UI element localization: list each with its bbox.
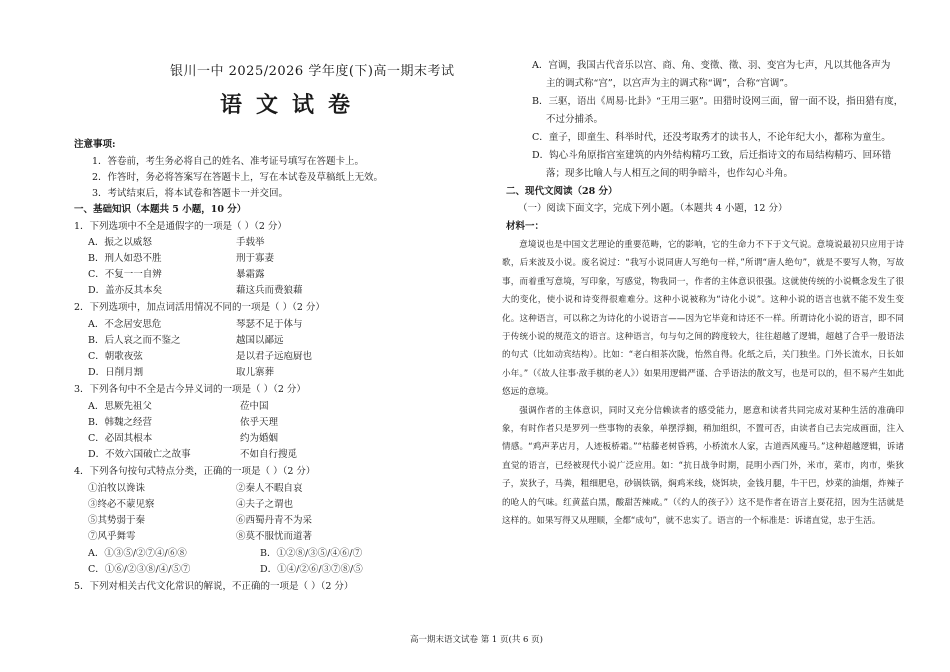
option-d-cont: 落；现多比喻人与人相互之间的明争暗斗，也作勾心斗角。 <box>546 168 794 179</box>
option-b-2: 刑于寡妻 <box>236 253 275 264</box>
sentence-item: ⑦风乎舞雩 <box>88 531 136 542</box>
sentence-item: ③终必不蒙见察 <box>88 499 155 510</box>
option-a-cont: 主的调式称“宫”，以宫声为主的调式称“调”，合称“宫调”。 <box>546 78 794 89</box>
sentence-item: ②秦人不暇自哀 <box>236 483 303 494</box>
option-d: D．钩心斗角原指宫室建筑的内外结构精巧工致，后迁指诗文的布局结构精巧、回环错 <box>532 150 892 161</box>
question-stem: 1．下列选项中不全是通假字的一项是（ ）（2 分） <box>74 221 287 232</box>
option-b-2: 依乎天理 <box>240 417 279 428</box>
option-d-2: 不如自行搜觅 <box>240 449 298 460</box>
sentence-item: ④夫子之谓也 <box>236 499 294 510</box>
option-c: C．朝歌夜弦 <box>88 351 143 362</box>
option-d-2: 取儿寨葬 <box>236 367 275 378</box>
sentence-item: ⑧莫不服忧而道著 <box>236 531 313 542</box>
material-label: 材料一： <box>506 221 545 232</box>
option-c: C．不复一一自辨 <box>88 269 162 280</box>
sentence-item: ⑥西蜀丹青不为采 <box>236 515 313 526</box>
section-heading: 一、基础知识（本题共 5 小题，10 分） <box>74 204 247 215</box>
paragraph: 意境说也是中国文艺理论的重要范畴，它的影响，它的生命力不下于文气说。意境说最初只应用于诗歌，后来波及小说。废名说过：“我写小说同唐人写绝句一样，”所谓“唐人绝句”，就是不要写人物，写故事，而着重写意境，写印象，写感觉，物我同一，作者的主体意识很强。这就使传统的小说概念发生了很大的变化，使小说和诗变得很难难分。这种小说被称为“诗化小说”。这种小说的语言也就不能不发生变化。这种语言，可以称之为诗化的小说语言——因为它毕竟和诗还不一样。所谓诗化小说的语言，即不同于传统小说的规范文的语言。这种语言，句与句之间的跨度较大，往往超越了逻辑，超越了合乎一般语法的句式（比如动宾结构）。比如：“老白相茶次陇，怡然自得。化纸之后，关门独坐。门外长流水，日长如小年。”（《故人往事·敌手棋的老人》）如果用逻辑严谨、合乎语法的散文写，也是可以的，但不易产生如此悠远的意境。 <box>502 240 904 398</box>
question-stem: 4．下列各句按句式特点分类，正确的一项是（ ）（2 分） <box>74 466 316 477</box>
notice-item: 1．答卷前，考生务必将自己的姓名、准考证号填写在答题卡上。 <box>92 156 365 167</box>
option-b: B．韩魏之经营 <box>88 417 152 428</box>
notice-item: 3．考试结束后，将本试卷和答题卡一并交回。 <box>92 188 289 199</box>
option-d: D．日削月割 <box>88 367 144 378</box>
option-a: A．不念居安思危 <box>88 319 162 330</box>
choice-b: B．①②⑧/③⑤/④⑥/⑦ <box>260 548 363 559</box>
option-a: A．宫调，我国古代音乐以宫、商、角、变徵、徵、羽、变宫为七声，凡以其他各声为 <box>532 60 891 71</box>
option-c: C．必固其根本 <box>88 433 153 444</box>
option-b-cont: 不过分捕杀。 <box>546 114 604 125</box>
option-b: B．三驱，语出《周易·比卦》“王用三驱”。田猎时设网三面，留一面不设，指田猎有度， <box>532 96 904 107</box>
option-a-2: 手载举 <box>236 237 265 248</box>
option-b-2: 越国以鄙远 <box>236 335 284 346</box>
option-c-2: 暴霜露 <box>236 269 265 280</box>
notice-item: 2．作答时，务必将答案写在答题卡上，写在本试卷及草稿纸上无效。 <box>92 172 384 183</box>
option-a-2: 莅中国 <box>240 401 269 412</box>
sentence-item: ⑤其势弱于秦 <box>88 515 146 526</box>
option-b: B．后人哀之而不鉴之 <box>88 335 181 346</box>
question-stem: 3．下列各句中不全是古今异义词的一项是（ ）（2 分） <box>74 384 306 395</box>
option-a-2: 琴瑟不足于体与 <box>236 319 303 330</box>
exam-title: 语文试卷 <box>220 92 365 118</box>
school-header: 银川一中 2025/2026 学年度(下)高一期末考试 <box>170 64 455 79</box>
option-c-2: 约为婚姻 <box>240 433 279 444</box>
question-stem: 5．下列对相关古代文化常识的解说，不正确的一项是（ ）（2 分） <box>74 581 354 592</box>
choice-a: A．①③⑤/②⑦④/⑥⑧ <box>88 548 187 559</box>
option-d: D．盖亦反其本矣 <box>88 285 163 296</box>
paragraph: 强调作者的主体意识，同时又充分信赖读者的感受能力，愿意和读者共同完成对某种生活的准确印象，有时作者只是罗列一些事物的表象，单摆浮搁，稍加组织，不置可否，由读者自己去完成画面，注入情感。“鸡声茅店月，人迹板桥霜。”“枯藤老树昏鸦，小桥流水人家，古道西风瘦马。”这种超越逻辑，诉诸直觉的语言，已经被现代小说广泛应用。如：“抗日战争时期，昆明小西门外，米市，菜市，肉市，柴狄子，炭狄子，马粪，粗细肥皂，砂锅铁锅，焖鸡米线，烧饵块，金钱月腿，牛干巴，炒菜的油烟，炸辣子的呛人的气味。红黄蓝白黑，酸甜苦辣咸。”（《约人的孩子》）这不是作者在语言上耍花招，因为生活就是这样的。如果写得又从理顺，全都“成句”，就不忠实了。语言的一个标准是：诉诸直觉，忠于生活。 <box>502 405 904 527</box>
choice-d: D．①④/②⑥/③⑦⑧/⑤ <box>260 564 363 575</box>
choice-c: C．①⑥/②③⑧/④/⑤⑦ <box>88 564 191 575</box>
option-d-2: 藉这兵而费狼藉 <box>236 285 303 296</box>
option-c: C．童子，即童生、科举时代，还没考取秀才的读书人，不论年纪大小，都称为童生。 <box>532 132 891 143</box>
material-text <box>502 236 904 531</box>
page-footer: 高一期末语文试卷 第 1 页(共 6 页) <box>410 635 543 645</box>
notice-heading: 注意事项: <box>74 139 116 150</box>
option-a: A．思厥先祖父 <box>88 401 152 412</box>
option-a: A．振之以威怒 <box>88 237 152 248</box>
option-c-2: 是以君子远庖厨也 <box>236 351 313 362</box>
sentence-item: ①泊牧以谗诛 <box>88 483 146 494</box>
option-d: D．不效六国破亡之故事 <box>88 449 191 460</box>
subsection-heading: （一）阅读下面文字，完成下列小题。（本题共 4 小题，12 分） <box>518 203 788 214</box>
section-heading: 二、现代文阅读（28 分） <box>506 186 618 197</box>
question-stem: 2．下列选项中，加点词活用情况不同的一项是（ ）（2 分） <box>74 302 325 313</box>
option-b: B．刑人如恐不胜 <box>88 253 162 264</box>
